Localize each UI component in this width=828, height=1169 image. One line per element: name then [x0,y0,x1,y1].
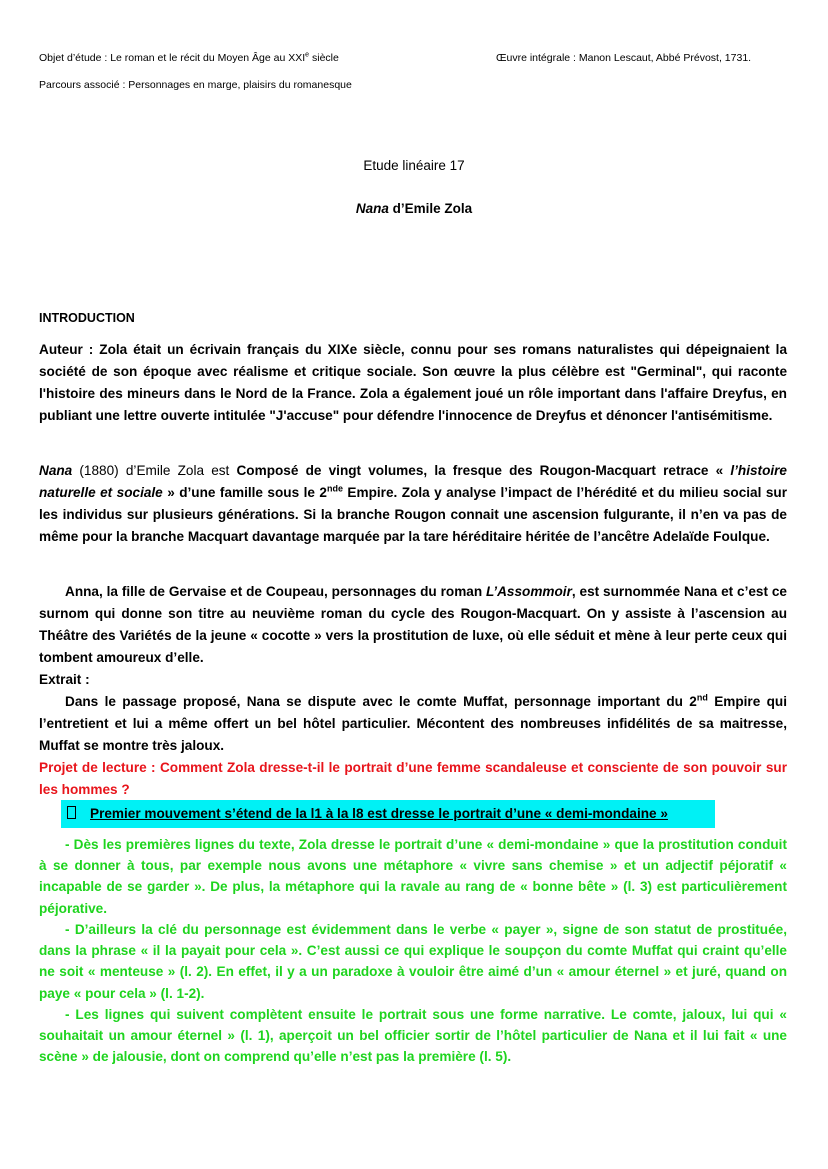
mouvement-title: Premier mouvement s’étend de la l1 à la l8 est dresse le portrait d’une « demi-mondaine » [90,806,668,821]
auteur-text: Zola était un écrivain français du XIXe siècle, connu pour ses romans naturalistes qui dépeignaient la société de son époque avec réalisme et critique sociale. Son œuvre la plus célèbre est "Germinal", qui raconte l'histoire des mineurs dans le Nord de la France. Zola a également joué un rôle important dans l'affaire Dreyfus, en publiant une lettre ouverte intitulée "J'accuse" pour défendre l'innocence de Dreyfus et dénoncer l'antisémitisme. [39,342,788,423]
anna-paragraph [39,581,787,669]
nana-text-a: Composé de vingt volumes, la fresque des Rougon-Macquart retrace « [229,463,731,478]
nana-text-c: Empire. Zola y analyse l’impact de l’hérédité et du milieu social sur les individus sur plusieurs générations. Si la branche Rougon connait une ascension fulgurante, il n’en va pas de même pour la branche Macquart davantage marquée par la tare héréditaire héritée de l’ancêtre Adelaïde Foulque. [39,485,787,544]
nana-italic-quote: l’histoire naturelle et sociale [39,463,787,500]
header-objet-text: Objet d’étude : Le roman et le récit du Moyen Âge au XXI [39,52,306,64]
extrait-sup: nd [696,692,708,703]
work-title [0,201,828,216]
analysis-paragraph-3: - Les lignes qui suivent complètent ensuite le portrait sous une forme narrative. Le comte, jaloux, lui qui « souhaitait un amour éternel » (l. 1), aperçoit un bel officier sortir de l’hôtel particulier de Nana et il lui fait « une scène » de jalousie, dont on comprend qu’elle n’est pas la première (l. 5). [39,1007,787,1065]
extrait-text-a: Dans le passage proposé, Nana se dispute avec le comte Muffat, personnage important du 2 [65,694,697,709]
bullet-box-icon [67,806,76,819]
assommoir-italic: L’Assommoir [486,584,572,599]
analysis-paragraph-1: - Dès les premières lignes du texte, Zola dresse le portrait d’une « demi-mondaine » que la prostitution conduit à se donner à tous, par exemple nous avons une métaphore « vivre sans chemise » et un adjectif péjoratif « incapable de se garder ». De plus, la métaphore qui la ravale au rang de « bonne bête » (l. 3) est particulièrement péjorative. [39,837,787,916]
analysis-paragraph-2: - D’ailleurs la clé du personnage est évidemment dans le verbe « payer », signe de son statut de prostituée, dans la phrase « il la payait pour cela ». C’est aussi ce qui explique le soupçon du comte Muffat qui craint qu’elle ne soit « menteuse » (l. 2). En effet, il y a un paradoxe à vouloir être aimé d’un « amour éternel » et juré, quand on paye « pour cela » (l. 1-2). [39,922,787,1001]
nana-date: (1880) d’Emile Zola est [72,463,230,478]
header-parcours: Parcours associé : Personnages en marge, plaisirs du romanesque [39,79,352,91]
auteur-paragraph [39,339,787,427]
header-objet-sup: e [305,51,310,59]
anna-text-a: Anna, la fille de Gervaise et de Coupeau, personnages du roman [65,584,487,599]
projet-de-lecture: Projet de lecture : Comment Zola dresse-t-il le portrait d’une femme scandaleuse et consciente de son pouvoir sur les hommes ? [39,760,787,797]
mouvement-heading [61,800,715,828]
study-title: Etude linéaire 17 [363,158,465,173]
nana-paragraph [39,460,787,548]
introduction-heading: INTRODUCTION [39,311,135,325]
header-objet [39,51,339,65]
nana-italic: Nana [39,463,73,478]
work-byline: d’Emile Zola [388,201,473,216]
extrait-paragraph [39,691,787,757]
nana-sup: nde [326,483,343,494]
extrait-text-b: Empire qui l’entretient et lui a même offert un bel hôtel particulier. Mécontent des nombreuses infidélités de sa maitresse, Muffat se montre très jaloux. [39,694,788,753]
extrait-label: Extrait : [39,672,90,687]
work-title-italic: Nana [355,201,389,216]
anna-text-b: , est surnommée Nana et c’est ce surnom qui donne son titre au neuvième roman du cycle des Rougon-Macquart. On y assiste à l’ascension au Théâtre des Variétés de la jeune « cocotte » vers la prostitution de luxe, où elle séduit et mène à leur perte ceux qui tombent amoureux d’elle. [39,584,787,665]
auteur-label: Auteur : [39,342,94,357]
header-oeuvre: Œuvre intégrale : Manon Lescaut, Abbé Prévost, 1731. [496,52,752,64]
nana-text-b: » d’une famille sous le 2 [162,485,327,500]
header-objet-end: siècle [309,52,339,64]
